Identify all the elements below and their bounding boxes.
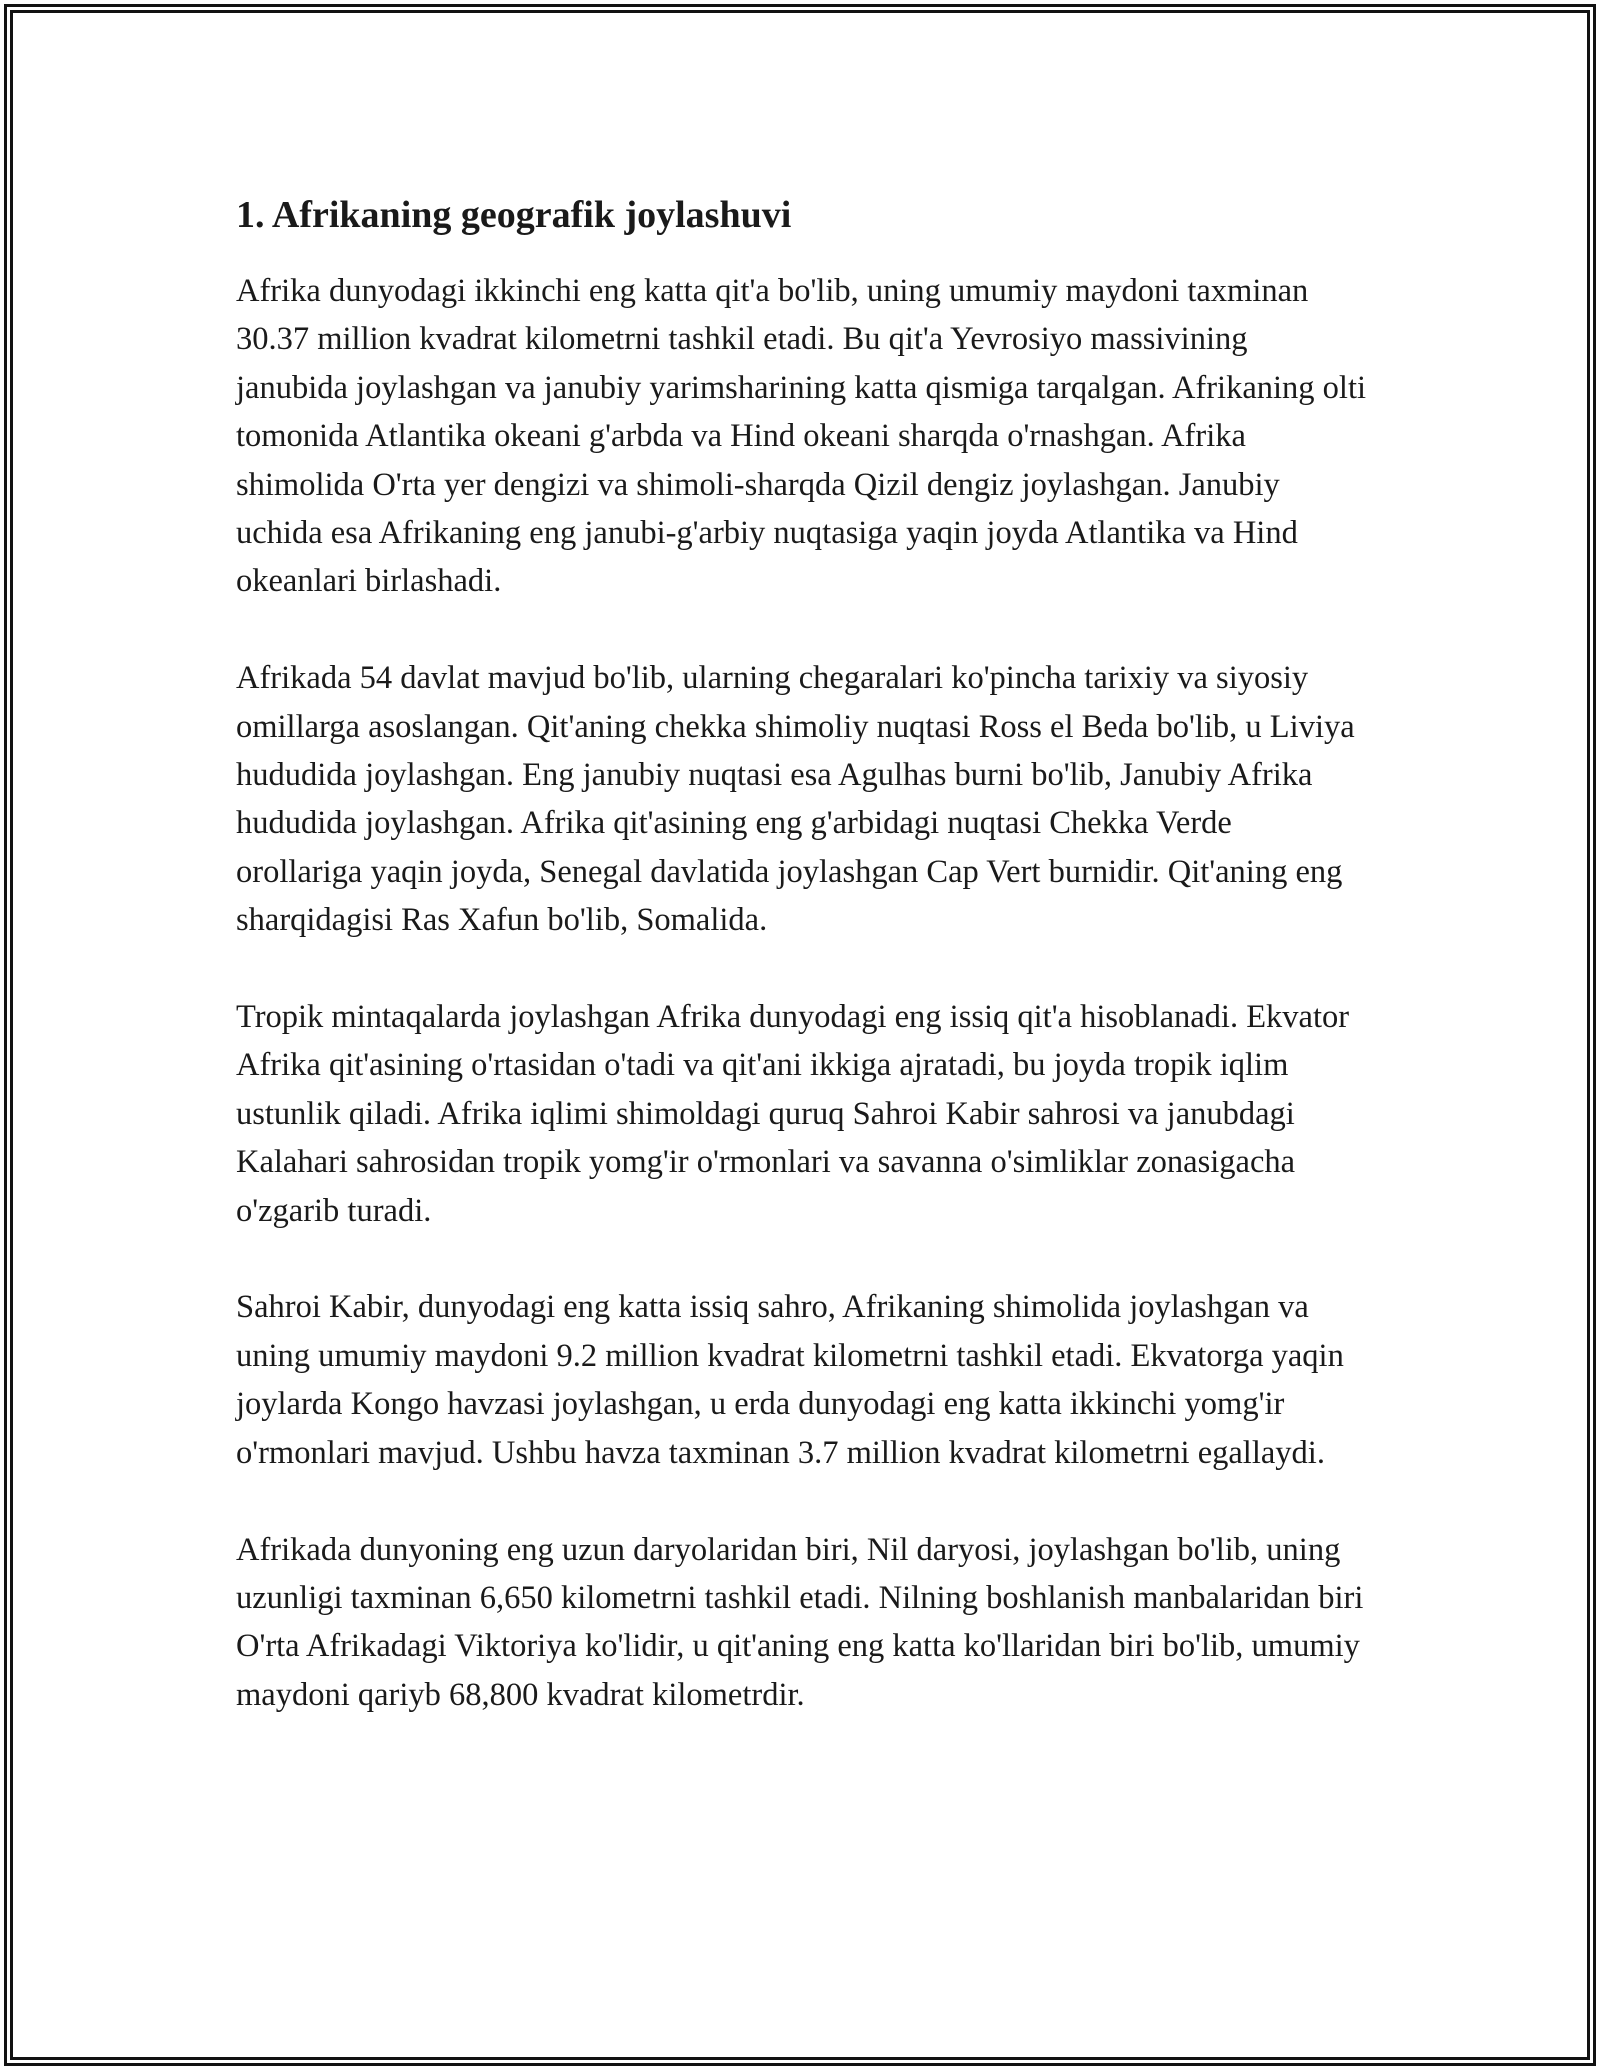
paragraph-5: Afrikada dunyoning eng uzun daryolaridan biri, Nil daryosi, joylashgan bo'lib, uning uzunligi taxminan 6,650 kilometrni tashkil etadi. Nilning boshlanish manbalaridan biri O'rta Afrikadagi Viktoriya ko'lidir, u qit'aning eng katta ko'llaridan biri bo'lib, umumiy maydoni qariyb 68,800 kvadrat kilometrdir. [236,1531,1364,1713]
paragraph-1: Afrika dunyodagi ikkinchi eng katta qit'a bo'lib, uning umumiy maydoni taxminan 30.37 million kvadrat kilometrni tashkil etadi. Bu qit'a Yevrosiyo massivining janubida joylashgan va janubiy yarimsharining katta qismiga tarqalgan. Afrikaning olti tomonida Atlantika okeani g'arbda va Hind okeani sharqda o'rnashgan. Afrika shimolida O'rta yer dengizi va shimoli-sharqda Qizil dengiz joylashgan. Janubiy uchida esa Afrikaning eng janubi-g'arbiy nuqtasiga yaqin joyda Atlantika va Hind okeanlari birlashadi. [236,273,1367,600]
paragraph-3: Tropik mintaqalarda joylashgan Afrika dunyodagi eng issiq qit'a hisoblanadi. Ekvator Afrika qit'asining o'rtasidan o'tadi va qit'ani ikkiga ajratadi, bu joyda tropik iqlim ustunlik qiladi. Afrika iqlimi shimoldagi quruq Sahroi Kabir sahrosi va janubdagi Kalahari sahrosidan tropik yomg'ir o'rmonlari va savanna o'simliklar zonasigacha o'zgarib turadi. [236,999,1350,1229]
section-heading: 1. Afrikaning geografik joylashuvi [236,194,792,236]
paragraph-4: Sahroi Kabir, dunyodagi eng katta issiq sahro, Afrikaning shimolida joylashgan va uning umumiy maydoni 9.2 million kvadrat kilometrni tashkil etadi. Ekvatorga yaqin joylarda Kongo havzasi joylashgan, u erda dunyodagi eng katta ikkinchi yomg'ir o'rmonlari mavjud. Ushbu havza taxminan 3.7 million kvadrat kilometrni egallaydi. [236,1289,1344,1471]
paragraph-2: Afrikada 54 davlat mavjud bo'lib, ularning chegaralari ko'pincha tarixiy va siyosiy omillarga asoslangan. Qit'aning chekka shimoliy nuqtasi Ross el Beda bo'lib, u Liviya hududida joylashgan. Eng janubiy nuqtasi esa Agulhas burni bo'lib, Janubiy Afrika hududida joylashgan. Afrika qit'asining eng g'arbidagi nuqtasi Chekka Verde orollariga yaqin joyda, Senegal davlatida joylashgan Cap Vert burnidir. Qit'aning eng sharqidagisi Ras Xafun bo'lib, Somalida. [236,660,1355,939]
document-body [236,185,1366,1768]
